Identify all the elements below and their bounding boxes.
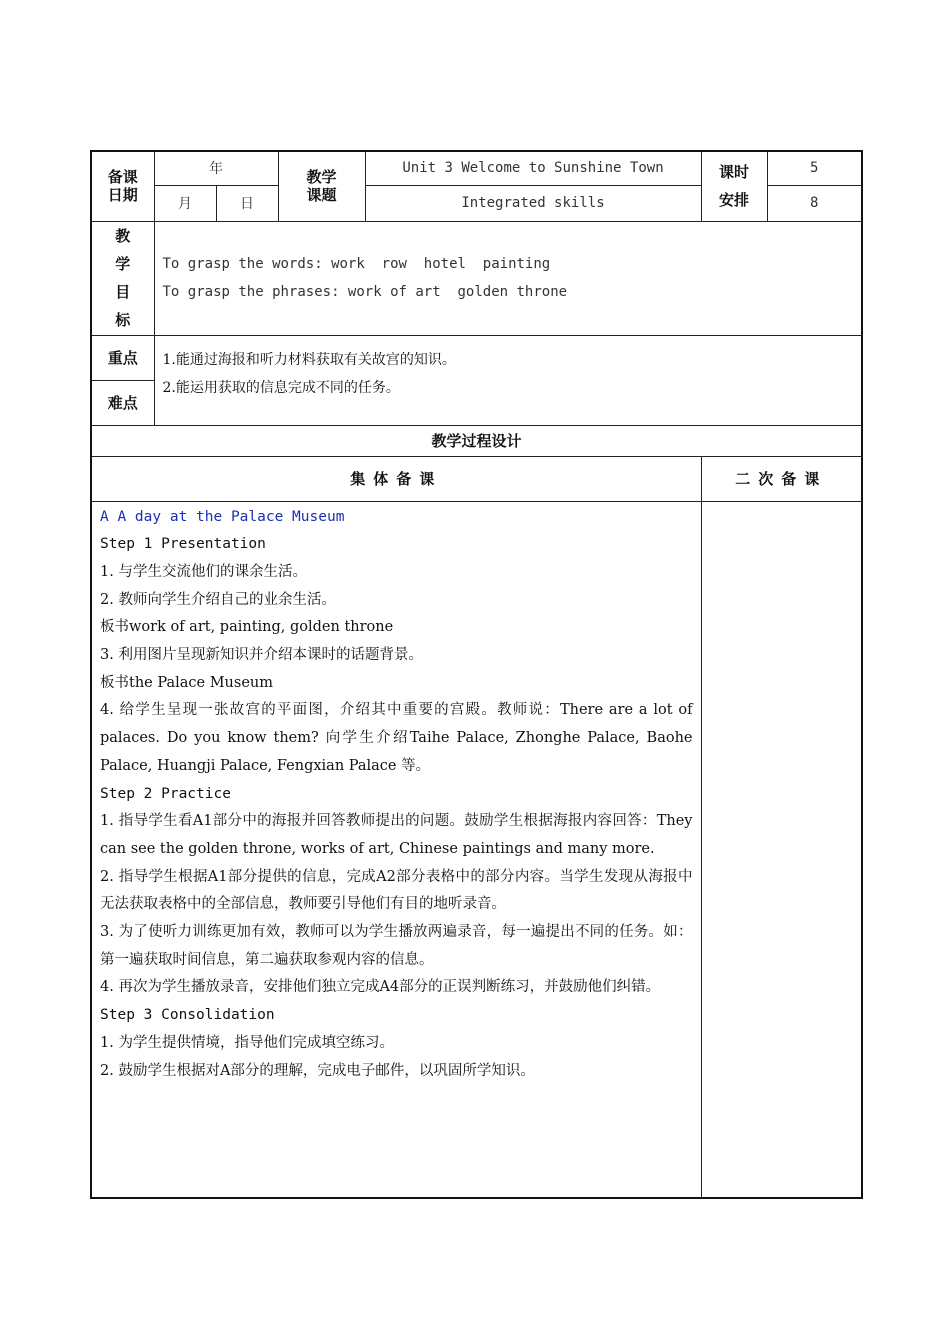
lesson-plan-sheet: [90, 150, 861, 1199]
collective-prep-header: 集体备课: [91, 456, 701, 501]
key-points-label: 重点: [91, 335, 154, 380]
focus-line: 2.能运用获取的信息完成不同的任务。: [162, 379, 400, 396]
hours-label: 课时 安排: [701, 151, 767, 221]
month-cell: 月: [154, 185, 216, 221]
content-paragraph: 3. 利用图片呈现新知识并介绍本课时的话题背景。: [100, 647, 423, 664]
content-paragraph: 2. 指导学生根据A1部分提供的信息，完成A2部分表格中的部分内容。当学生发现从海报中无法获取表格中的全部信息，教师要引导他们有目的地听录音。: [100, 868, 693, 913]
step-heading: Step 3 Consolidation: [100, 1007, 275, 1024]
step-heading: Step 1 Presentation: [100, 536, 266, 553]
topic-label: 教学 课题: [278, 151, 365, 221]
content-paragraph: 2. 教师向学生介绍自己的业余生活。: [100, 591, 336, 608]
content-paragraph: 2. 鼓励学生根据对A部分的理解，完成电子邮件，以巩固所学知识。: [100, 1062, 535, 1079]
collective-prep-content: [91, 501, 701, 1198]
content-paragraph: 4. 再次为学生播放录音，安排他们独立完成A4部分的正误判断练习，并鼓励他们纠错。: [100, 979, 661, 996]
hours-value-1: 5: [767, 151, 862, 185]
content-paragraph: 1. 为学生提供情境，指导他们完成填空练习。: [100, 1034, 394, 1051]
focus-line: 1.能通过海报和听力材料获取有关故宫的知识。: [162, 351, 456, 368]
second-prep-content: [701, 501, 862, 1198]
topic-line-2: Integrated skills: [365, 185, 701, 221]
day-cell: 日: [216, 185, 278, 221]
focus-content: [154, 335, 862, 425]
content-paragraph: 板书work of art, painting, golden throne: [100, 619, 394, 636]
objectives-label: 教 学 目 标: [91, 221, 154, 335]
topic-line-1: Unit 3 Welcome to Sunshine Town: [365, 151, 701, 185]
hours-value-2: 8: [767, 185, 862, 221]
content-paragraph: 板书the Palace Museum: [100, 674, 273, 691]
lesson-plan-table: [90, 150, 863, 1199]
content-paragraph: 1. 指导学生看A1部分中的海报并回答教师提出的问题。鼓励学生根据海报内容回答：They can see the golden throne, works of art, Chinese paintings and many more.: [100, 813, 693, 857]
year-cell: 年: [154, 151, 278, 185]
prep-date-label: 备课 日期: [91, 151, 154, 221]
section-title: A A day at the Palace Museum: [100, 508, 345, 525]
objectives-content: [154, 221, 862, 335]
step-heading: Step 2 Practice: [100, 785, 231, 802]
content-list: [100, 531, 693, 1085]
objective-line: To grasp the words: work row hotel painting: [162, 256, 551, 272]
objective-line: To grasp the phrases: work of art golden throne: [162, 284, 568, 300]
process-title: 教学过程设计: [91, 425, 862, 456]
second-prep-header: 二次备课: [701, 456, 862, 501]
difficult-points-label: 难点: [91, 380, 154, 425]
content-paragraph: 3. 为了使听力训练更加有效，教师可以为学生播放两遍录音，每一遍提出不同的任务。如：第一遍获取时间信息，第二遍获取参观内容的信息。: [100, 924, 693, 968]
content-paragraph: 4. 给学生呈现一张故宫的平面图，介绍其中重要的宫殿。教师说：There are a lot of palaces. Do you know them? 向学生介绍Taihe Palace, Zhonghe Palace, Baohe Palace, Huangji Palace, Fengxian Palace 等。: [100, 702, 693, 774]
content-paragraph: 1. 与学生交流他们的课余生活。: [100, 563, 307, 580]
